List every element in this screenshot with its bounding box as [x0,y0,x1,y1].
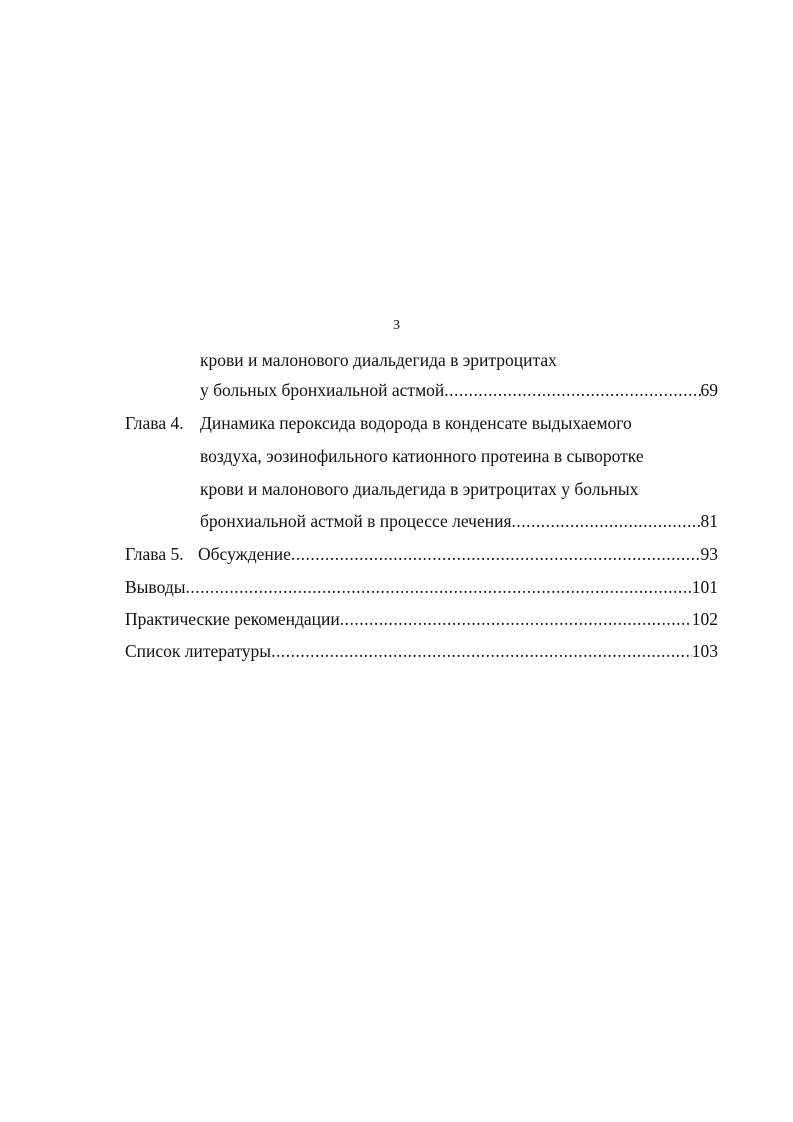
toc-ch5-row [198,540,718,568]
leader-dots [291,540,701,568]
toc-ch4-text-3: крови и малонового диальдегида в эритроцитах у больных [200,479,639,499]
toc-continuation-text-1: крови и малонового диальдегида в эритроцитах [200,350,557,370]
toc-continuation-text-2: у больных бронхиальной астмой [200,380,445,400]
toc-conclusions-page: 101 [691,577,718,597]
leader-dots [512,507,701,535]
toc-ch4-page: 81 [700,511,718,531]
toc-continuation-line-1 [0,346,793,374]
toc-ch5-title: Обсуждение [198,544,291,564]
toc-references-page: 103 [691,641,718,661]
page-number: 3 [393,318,400,333]
toc-ch4-label: Глава 4. [125,413,184,433]
toc-recommendations-line [125,605,718,633]
toc-references-title: Список литературы [125,641,272,661]
toc-ch4-line-1 [0,409,793,437]
toc-ch4-text-2: воздуха, эозинофильного катионного протеина в сыворотке [200,446,644,466]
toc-conclusions-line [125,573,718,601]
toc-ch5-page: 93 [700,544,718,564]
leader-dots [340,605,692,633]
leader-dots [444,376,700,404]
toc-recommendations-title: Практические рекомендации [125,609,340,629]
toc-recommendations-page: 102 [691,609,718,629]
toc-ch4-line-4 [200,507,718,535]
leader-dots [271,637,692,665]
toc-continuation-page: 69 [700,380,718,400]
leader-dots [185,573,691,601]
toc-ch5-line [0,540,793,568]
toc-ch4-text-1: Динамика пероксида водорода в конденсате выдыхаемого [200,413,632,433]
toc-continuation-line-2 [200,376,718,404]
toc-conclusions-title: Выводы [125,577,186,597]
toc-ch4-text-4: бронхиальной астмой в процессе лечения [200,511,512,531]
toc-references-line [125,637,718,665]
toc-ch5-label: Глава 5. [125,544,184,564]
toc-ch4-line-2 [0,442,793,470]
toc-ch4-line-3 [0,475,793,503]
